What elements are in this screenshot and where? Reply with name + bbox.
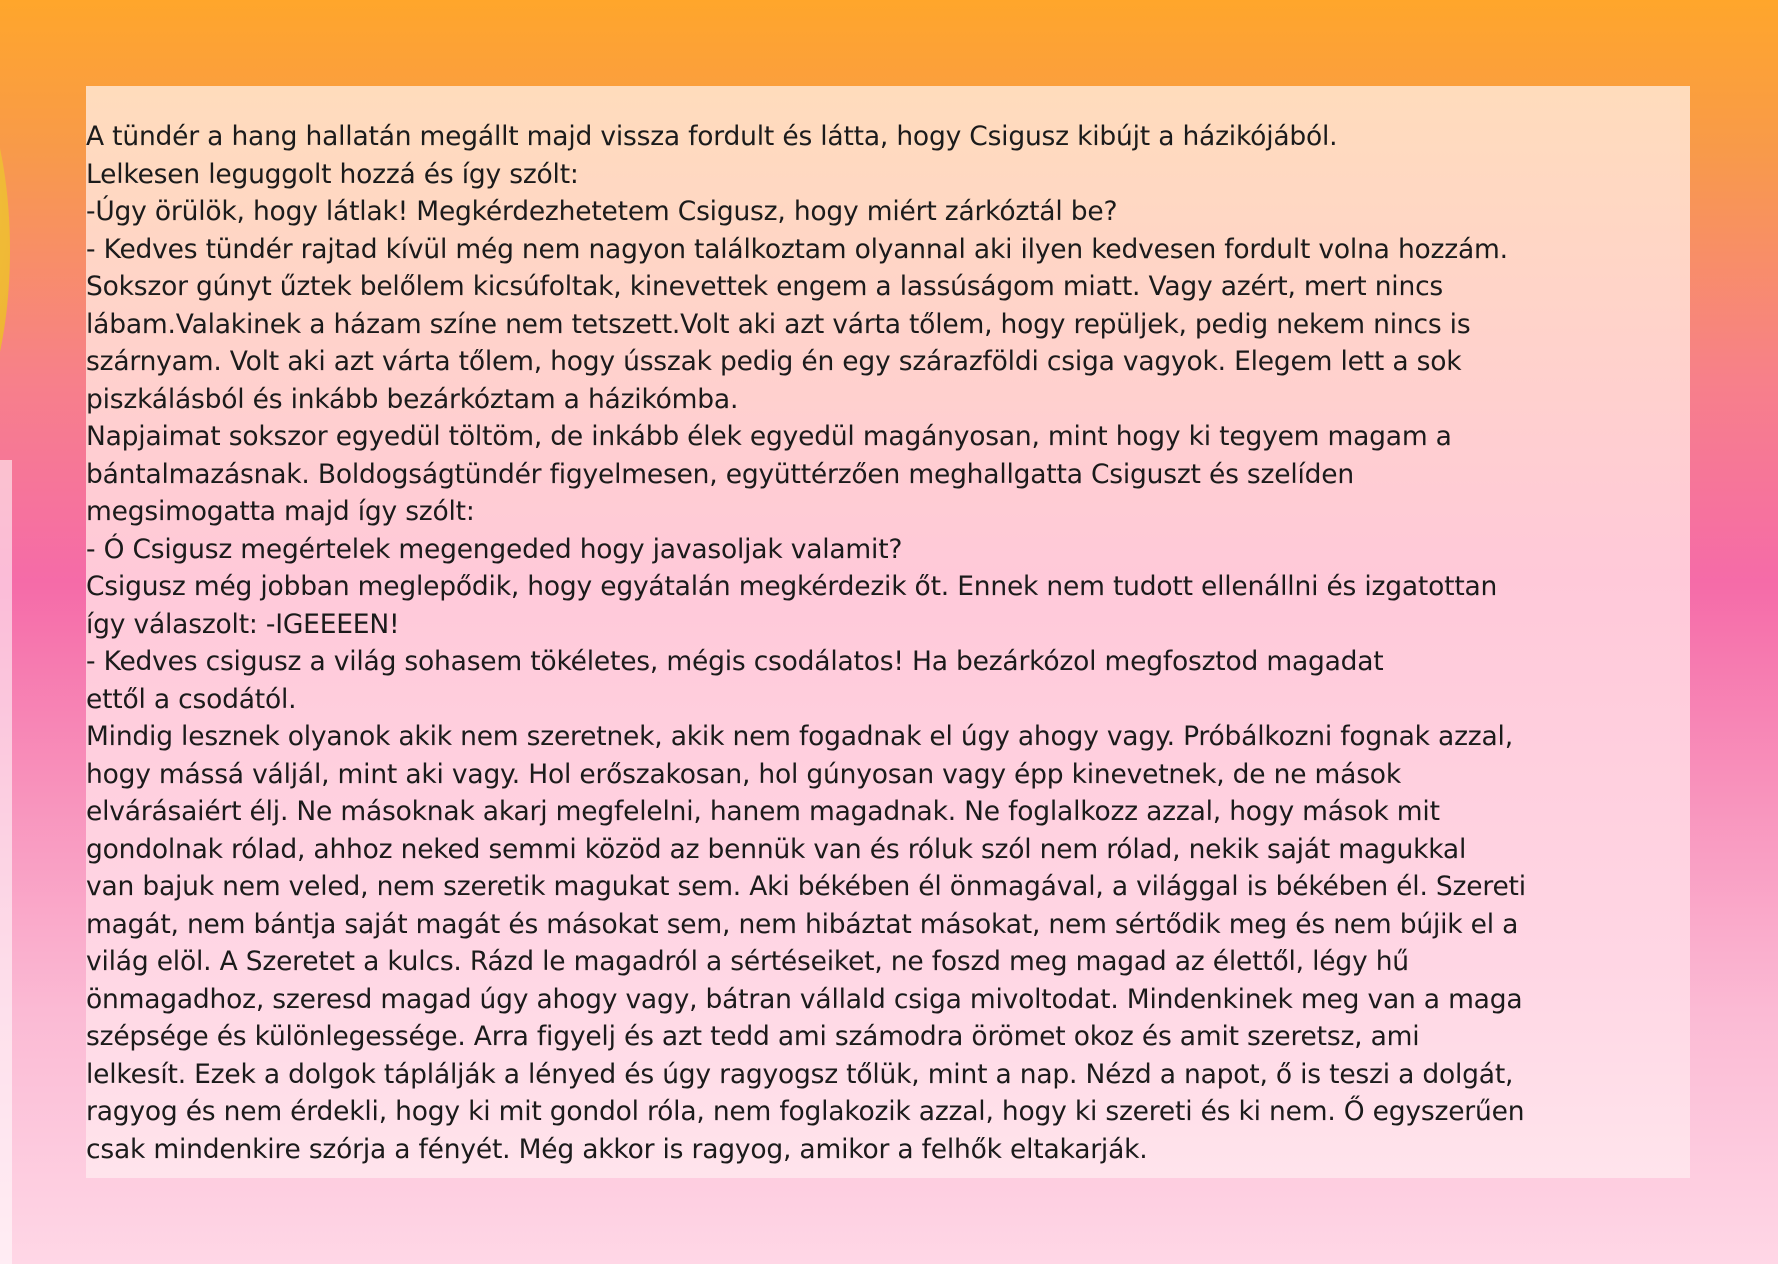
story-line: - Ó Csigusz megértelek megengeded hogy javasoljak valamit? <box>86 533 903 565</box>
story-line: lábam.Valakinek a házam színe nem tetszett.Volt aki azt várta tőlem, hogy repüljek, pedig nekem nincs is <box>86 308 1471 340</box>
story-line: hogy mássá váljál, mint aki vagy. Hol erőszakosan, hol gúnyosan vagy épp kinevetnek, de ne mások <box>86 758 1401 790</box>
story-line: Sokszor gúnyt űztek belőlem kicsúfoltak, kinevettek engem a lassúságom miatt. Vagy azért, mert nincs <box>86 271 1444 302</box>
story-line: - Kedves csigusz a világ sohasem tökéletes, mégis csodálatos! Ha bezárkózol megfosztod magadat <box>86 646 1384 677</box>
story-line: Napjaimat sokszor egyedül töltöm, de inkább élek egyedül magányosan, mint hogy ki tegyem magam a <box>86 421 1452 452</box>
story-line: van bajuk nem veled, nem szeretik magukat sem. Aki békében él önmagával, a világgal is békében él. Szereti <box>86 871 1526 902</box>
story-line: piszkálásból és inkább bezárkóztam a házikómba. <box>86 383 739 415</box>
story-line: ragyog és nem érdekli, hogy ki mit gondol róla, nem foglakozik azzal, hogy ki szereti és ki nem. Ő egyszerűen <box>86 1096 1525 1127</box>
story-line: - Kedves tündér rajtad kívül még nem nagyon találkoztam olyannal aki ilyen kedvesen fordult volna hozzám. <box>86 233 1508 265</box>
left-edge-strip <box>0 460 12 1264</box>
story-line: Lelkesen leguggolt hozzá és így szólt: <box>86 158 579 190</box>
story-line: A tündér a hang hallatán megállt majd vissza fordult és látta, hogy Csigusz kibújt a házikójából. <box>86 121 1338 152</box>
story-line: elvárásaiért élj. Ne másoknak akarj megfelelni, hanem magadnak. Ne foglalkozz azzal, hogy mások mit <box>86 796 1440 827</box>
story-line: Mindig lesznek olyanok akik nem szeretnek, akik nem fogadnak el úgy ahogy vagy. Próbálkozni fognak azzal, <box>86 721 1513 752</box>
story-line: ettől a csodától. <box>86 683 297 715</box>
story-line: -Úgy örülök, hogy látlak! Megkérdezhetetem Csigusz, hogy miért zárkóztál be? <box>86 196 1118 227</box>
story-line: csak mindenkire szórja a fényét. Még akkor is ragyog, amikor a felhők eltakarják. <box>86 1133 1148 1165</box>
story-line: magát, nem bántja saját magát és másokat sem, nem hibáztat másokat, nem sértődik meg és nem bújik el a <box>86 908 1519 940</box>
story-line: önmagadhoz, szeresd magad úgy ahogy vagy, bátran vállald csiga mivoltodat. Mindenkinek meg van a maga <box>86 983 1523 1015</box>
story-line: megsimogatta majd így szólt: <box>86 496 475 527</box>
story-line: gondolnak rólad, ahhoz neked semmi közöd az bennük van és róluk szól nem rólad, nekik saját magukkal <box>86 833 1467 865</box>
story-line: világ elöl. A Szeretet a kulcs. Rázd le magadról a sértéseiket, ne foszd meg magad az élettől, légy hű <box>86 946 1409 977</box>
story-line: így válaszolt: -IGEEEEN! <box>86 608 400 640</box>
story-line: lelkesít. Ezek a dolgok táplálják a lényed és úgy ragyogsz tőlük, mint a nap. Nézd a napot, ő is teszi a dolgát, <box>86 1058 1514 1090</box>
story-text-box <box>86 86 1690 1178</box>
story-line: szárnyam. Volt aki azt várta tőlem, hogy ússzak pedig én egy szárazföldi csiga vagyok. Elegem lett a sok <box>86 346 1462 377</box>
story-line: Csigusz még jobban meglepődik, hogy egyátalán megkérdezik őt. Ennek nem tudott ellenállni és izgatottan <box>86 571 1498 602</box>
story-line: szépsége és különlegessége. Arra figyelj és azt tedd ami számodra örömet okoz és amit szeretsz, ami <box>86 1021 1420 1052</box>
story-line: bántalmazásnak. Boldogságtündér figyelmesen, együttérzően meghallgatta Csiguszt és szelíden <box>86 458 1354 490</box>
